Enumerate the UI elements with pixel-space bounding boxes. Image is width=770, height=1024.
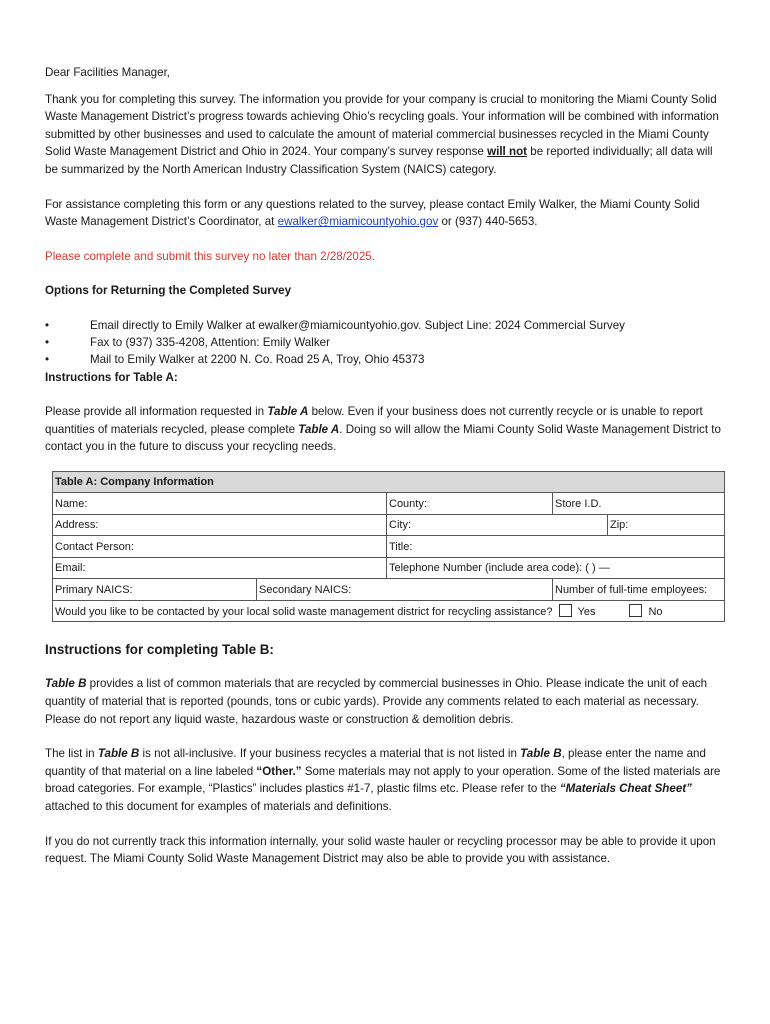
- assistance-paragraph: For assistance completing this form or any questions related to the survey, please contact Emily Walker, the Miami County Solid Waste Management District’s Coordinator, at ewalker@miamicountyohio.gov or (937) 440-5653.: [45, 197, 700, 229]
- yes-checkbox[interactable]: [559, 604, 572, 617]
- no-label: No: [648, 606, 663, 619]
- list-item: • Fax to (937) 335-4208, Attention: Emily Walker: [45, 336, 330, 350]
- deadline-notice: Please complete and submit this survey no later than 2/28/2025.: [45, 249, 375, 263]
- zip-field[interactable]: Zip:: [608, 514, 725, 536]
- city-field[interactable]: City:: [387, 514, 608, 536]
- email-field[interactable]: Email:: [53, 557, 387, 579]
- telephone-field[interactable]: Telephone Number (include area code): ( ) —: [387, 557, 725, 579]
- will-not-emphasis: will not: [487, 145, 528, 159]
- salutation: Dear Facilities Manager,: [45, 66, 171, 79]
- table-b-paragraph-1: Table B provides a list of common materials that are recycled by commercial businesses in Ohio. Please indicate the unit of each quantity of material that is reported (pounds, tons or cubic yards). Provide any comments related to each material as necessary. Please do not report any liquid waste, hazardous waste or construction & demolition debris.: [45, 677, 708, 726]
- name-field[interactable]: Name:: [53, 493, 387, 515]
- employees-field[interactable]: Number of full-time employees:: [553, 579, 725, 601]
- list-item: • Email directly to Emily Walker at ewalker@miamicountyohio.gov. Subject Line: 2024 Commercial Survey: [45, 318, 625, 332]
- store-id-field[interactable]: Store I.D.: [553, 493, 725, 515]
- contact-person-field[interactable]: Contact Person:: [53, 536, 387, 558]
- no-checkbox[interactable]: [629, 604, 642, 617]
- secondary-naics-field[interactable]: Secondary NAICS:: [257, 579, 553, 601]
- table-a-instructions-heading: Instructions for Table A:: [45, 370, 178, 384]
- survey-letter-page: [45, 64, 725, 868]
- table-a-instructions-paragraph: Please provide all information requested in Table A below. Even if your business does not currently recycle or is unable to report quantities of materials recycled, please complete Table A. Doing so will allow the Miami County Solid Waste Management District to contact you in the future to discuss your recycling needs.: [45, 405, 721, 454]
- yes-label: Yes: [577, 606, 596, 619]
- table-a-title: Table A: Company Information: [53, 471, 725, 493]
- table-b-paragraph-2: The list in Table B is not all-inclusive. If your business recycles a material that is not listed in Table B, please enter the name and quantity of that material on a line labeled “Other.” Some materials may not apply to your operation. Some of the listed materials are broad categories. For example, “Plastics” includes plastics #1-7, plastic films etc. Please refer to the “Materials Cheat Sheet” attached to this document for examples of materials and definitions.: [45, 747, 721, 813]
- table-a-company-information: [52, 471, 725, 623]
- county-field[interactable]: County:: [387, 493, 553, 515]
- contact-preference-row: [53, 600, 725, 622]
- options-heading: Options for Returning the Completed Survey: [45, 284, 292, 298]
- return-options-list: [45, 317, 725, 369]
- table-b-instructions-heading: Instructions for completing Table B:: [45, 642, 274, 658]
- coordinator-email-link[interactable]: ewalker@miamicountyohio.gov: [277, 215, 439, 229]
- address-field[interactable]: Address:: [53, 514, 387, 536]
- title-field[interactable]: Title:: [387, 536, 725, 558]
- intro-paragraph: Thank you for completing this survey. The information you provide for your company is crucial to monitoring the Miami County Solid Waste Management District’s progress towards achieving Ohio’s recycling goals. Your information will be combined with information submitted by other businesses and used to calculate the amount of material commercial businesses recycled in the Miami County Solid Waste Management District and Ohio in 2024. Your company’s survey response will not be reported individually; all data will be summarized by the North American Industry Classification System (NAICS) category.: [45, 92, 719, 176]
- primary-naics-field[interactable]: Primary NAICS:: [53, 579, 257, 601]
- contact-question: Would you like to be contacted by your local solid waste management district for recycling assistance?: [55, 606, 553, 619]
- table-b-paragraph-3: If you do not currently track this information internally, your solid waste hauler or recycling processor may be able to provide it upon request. The Miami County Solid Waste Management District may also be able to provide you with assistance.: [45, 834, 716, 866]
- list-item: • Mail to Emily Walker at 2200 N. Co. Road 25 A, Troy, Ohio 45373: [45, 353, 425, 367]
